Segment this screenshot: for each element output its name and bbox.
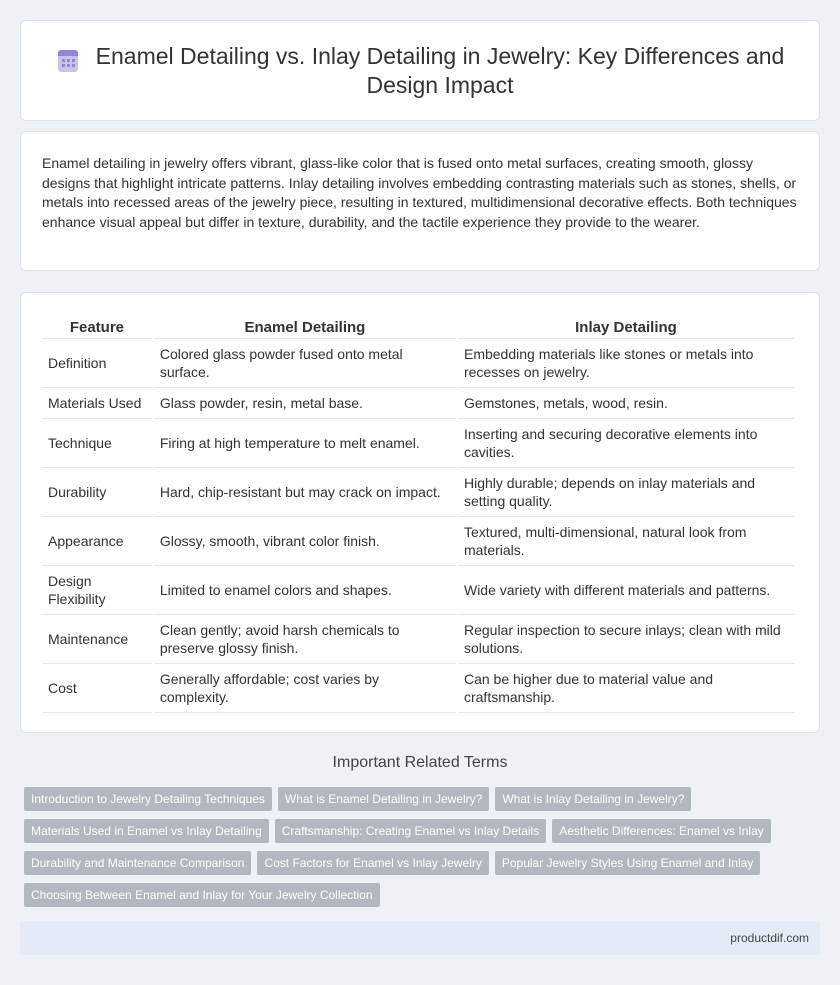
comparison-table-card <box>20 292 820 733</box>
intro-paragraph: Enamel detailing in jewelry offers vibrant, glass-like color that is fused onto metal surfaces, creating smooth, glossy designs that highlight intricate patterns. Inlay detailing involves embedding contrasting materials such as stones, shells, or metals into recessed areas of the jewelry piece, resulting in textured, multidimensional decorative effects. Both techniques enhance visual appeal but differ in texture, durability, and the tactile experience they provide to the wearer. <box>42 155 797 230</box>
related-tag[interactable]: Durability and Maintenance Comparison <box>24 851 251 875</box>
related-tag[interactable]: What is Enamel Detailing in Jewelry? <box>278 787 489 811</box>
page-title: Enamel Detailing vs. Inlay Detailing in Jewelry: Key Differences and Design Impact <box>95 42 785 98</box>
enamel-cell: Colored glass powder fused onto metal surface. <box>154 339 456 388</box>
inlay-cell: Regular inspection to secure inlays; clean with mild solutions. <box>458 615 794 664</box>
related-terms-title: Important Related Terms <box>332 754 508 771</box>
related-tag[interactable]: Choosing Between Enamel and Inlay for Your Jewelry Collection <box>24 883 380 907</box>
enamel-cell: Hard, chip-resistant but may crack on impact. <box>154 468 456 517</box>
table-header-row <box>42 313 794 339</box>
feature-cell: Technique <box>42 419 152 468</box>
column-header-inlay: Inlay Detailing <box>458 313 794 339</box>
related-tag[interactable]: Popular Jewelry Styles Using Enamel and Inlay <box>495 851 760 875</box>
related-terms-tags <box>24 787 804 915</box>
document-icon <box>55 48 81 74</box>
table-row <box>42 388 794 419</box>
header-card <box>20 20 820 121</box>
table-row <box>42 615 794 664</box>
enamel-cell: Firing at high temperature to melt enamel. <box>154 419 456 468</box>
comparison-table <box>40 313 796 713</box>
related-tag[interactable]: Cost Factors for Enamel vs Inlay Jewelry <box>257 851 488 875</box>
related-tag[interactable]: Aesthetic Differences: Enamel vs Inlay <box>552 819 771 843</box>
enamel-cell: Clean gently; avoid harsh chemicals to preserve glossy finish. <box>154 615 456 664</box>
enamel-cell: Limited to enamel colors and shapes. <box>154 566 456 615</box>
feature-cell: Materials Used <box>42 388 152 419</box>
footer <box>20 921 820 955</box>
enamel-cell: Glass powder, resin, metal base. <box>154 388 456 419</box>
inlay-cell: Textured, multi-dimensional, natural look from materials. <box>458 517 794 566</box>
enamel-cell: Glossy, smooth, vibrant color finish. <box>154 517 456 566</box>
column-header-feature: Feature <box>42 313 152 339</box>
related-tag[interactable]: What is Inlay Detailing in Jewelry? <box>495 787 691 811</box>
feature-cell: Design Flexibility <box>42 566 152 615</box>
related-tag[interactable]: Materials Used in Enamel vs Inlay Detailing <box>24 819 269 843</box>
feature-cell: Maintenance <box>42 615 152 664</box>
inlay-cell: Embedding materials like stones or metals into recesses on jewelry. <box>458 339 794 388</box>
table-row <box>42 517 794 566</box>
feature-cell: Appearance <box>42 517 152 566</box>
inlay-cell: Can be higher due to material value and craftsmanship. <box>458 664 794 713</box>
table-row <box>42 339 794 388</box>
intro-card <box>20 131 820 271</box>
column-header-enamel: Enamel Detailing <box>154 313 456 339</box>
feature-cell: Definition <box>42 339 152 388</box>
related-tag[interactable]: Craftsmanship: Creating Enamel vs Inlay Details <box>275 819 546 843</box>
footer-site-link[interactable]: productdif.com <box>730 931 809 945</box>
table-row <box>42 468 794 517</box>
feature-cell: Cost <box>42 664 152 713</box>
table-row <box>42 566 794 615</box>
inlay-cell: Gemstones, metals, wood, resin. <box>458 388 794 419</box>
table-row <box>42 664 794 713</box>
feature-cell: Durability <box>42 468 152 517</box>
inlay-cell: Highly durable; depends on inlay materials and setting quality. <box>458 468 794 517</box>
table-row <box>42 419 794 468</box>
enamel-cell: Generally affordable; cost varies by complexity. <box>154 664 456 713</box>
related-tag[interactable]: Introduction to Jewelry Detailing Techniques <box>24 787 272 811</box>
inlay-cell: Wide variety with different materials and patterns. <box>458 566 794 615</box>
inlay-cell: Inserting and securing decorative elements into cavities. <box>458 419 794 468</box>
